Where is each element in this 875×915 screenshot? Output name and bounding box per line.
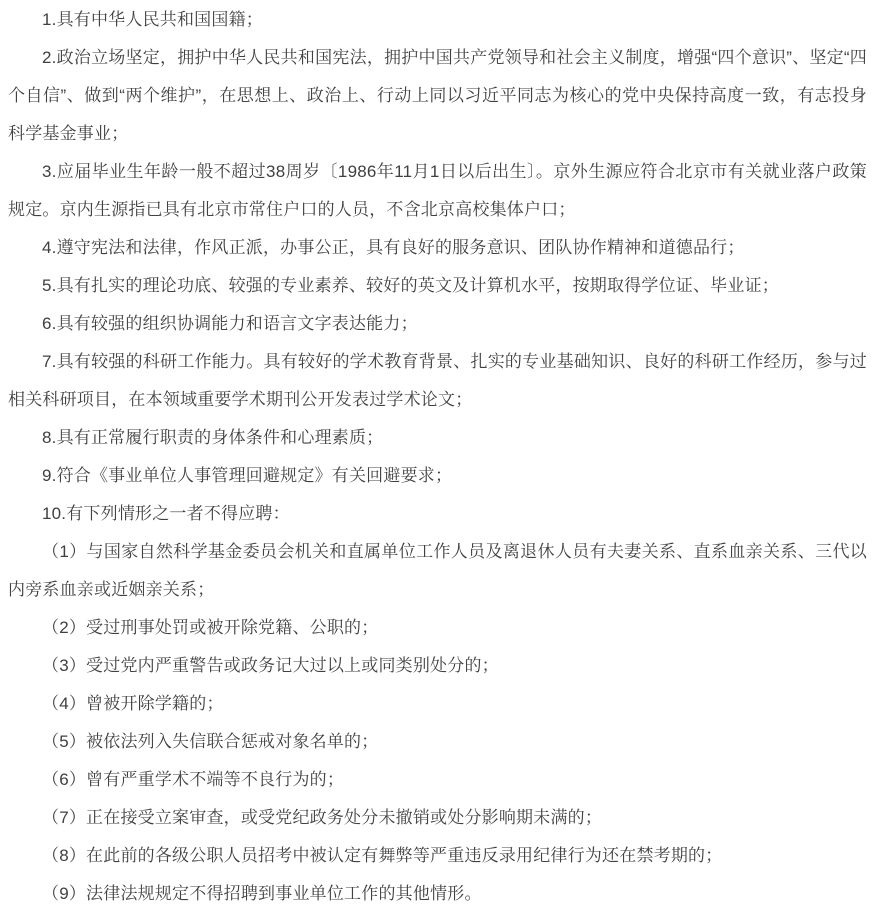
paragraph: 3.应届毕业生年龄一般不超过38周岁〔1986年11月1日以后出生〕。京外生源应符合北京市有关就业落户政策规定。京内生源指已具有北京市常住户口的人员，不含北京高校集体户口； [8,162,867,219]
paragraph: 7.具有较强的科研工作能力。具有较好的学术教育背景、扎实的专业基础知识、良好的科研工作经历，参与过相关科研项目，在本领域重要学术期刊公开发表过学术论文； [8,352,867,409]
paragraph: （7）正在接受立案审查，或受党纪政务处分未撤销或处分影响期未满的； [42,808,603,827]
paragraph: 1.具有中华人民共和国国籍； [42,10,263,29]
paragraph: 8.具有正常履行职责的身体条件和心理素质； [42,428,384,447]
paragraph: （1）与国家自然科学基金委员会机关和直属单位工作人员及离退休人员有夫妻关系、直系血亲关系、三代以内旁系血亲或近姻亲关系； [8,542,867,599]
paragraph: （9）法律法规规定不得招聘到事业单位工作的其他情形。 [42,884,482,903]
paragraph: （2）受过刑事处罚或被开除党籍、公职的； [42,618,379,637]
paragraph: 4.遵守宪法和法律，作风正派，办事公正，具有良好的服务意识、团队协作精神和道德品行； [42,238,745,257]
paragraph: （5）被依法列入失信联合惩戒对象名单的； [42,732,379,751]
paragraph: （3）受过党内严重警告或政务记大过以上或同类别处分的； [42,656,499,675]
paragraph: （6）曾有严重学术不端等不良行为的； [42,770,345,789]
paragraph: 6.具有较强的组织协调能力和语言文字表达能力； [42,314,418,333]
paragraph: 5.具有扎实的理论功底、较强的专业素养、较好的英文及计算机水平，按期取得学位证、毕业证； [42,276,779,295]
paragraph: 10.有下列情形之一者不得应聘： [42,504,290,523]
paragraph: 9.符合《事业单位人事管理回避规定》有关回避要求； [42,466,453,485]
paragraph: （8）在此前的各级公职人员招考中被认定有舞弊等严重违反录用纪律行为还在禁考期的； [42,846,723,865]
paragraph: 2.政治立场坚定，拥护中华人民共和国宪法，拥护中国共产党领导和社会主义制度，增强“四个意识”、坚定“四个自信”、做到“两个维护”，在思想上、政治上、行动上同以习近平同志为核心的党中央保持高度一致，有志投身科学基金事业； [8,48,867,143]
paragraph: （4）曾被开除学籍的； [42,694,224,713]
